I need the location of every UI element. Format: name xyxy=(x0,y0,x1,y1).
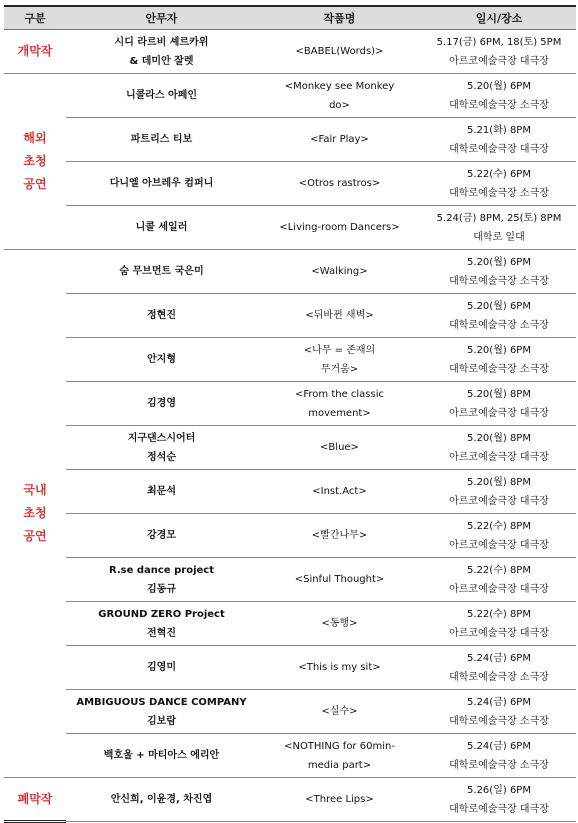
date-venue-cell xyxy=(422,646,576,690)
table-row xyxy=(4,30,576,74)
work-title-cell-line: <From the classic xyxy=(294,388,385,400)
schedule-body xyxy=(4,30,576,822)
date-venue-cell-line: 5.24(금) 6PM xyxy=(467,652,531,664)
date-venue-cell xyxy=(422,470,576,514)
date-venue-cell-line: 아르코예술극장 대극장 xyxy=(449,627,549,639)
date-venue-cell xyxy=(422,514,576,558)
performer-cell xyxy=(66,250,257,294)
date-venue-cell-line: 아르코예술극장 대극장 xyxy=(449,451,549,463)
date-venue-cell-line: 대학로예술극장 대극장 xyxy=(449,143,549,155)
date-venue-cell xyxy=(422,30,576,74)
performer-cell-line: 김보람 xyxy=(147,715,176,727)
work-title-cell-line: <Walking> xyxy=(311,266,368,277)
performer-cell-line: 지구댄스시어터 xyxy=(127,432,196,444)
work-title-cell xyxy=(257,514,422,558)
date-venue-cell-line: 5.21(화) 8PM xyxy=(467,124,531,136)
work-title-cell xyxy=(257,470,422,514)
category-cell-line: 공연 xyxy=(23,529,47,543)
work-title-cell-line: <빨간나무> xyxy=(311,530,368,541)
date-venue-cell-line: 대학로예술극장 소극장 xyxy=(449,99,549,111)
work-title-cell-line: <Living-room Dancers> xyxy=(279,222,400,233)
date-venue-cell-line: 5.22(수) 8PM xyxy=(467,520,531,532)
date-venue-cell-line: 아르코예술극장 대극장 xyxy=(449,407,549,419)
date-venue-cell-line: 5.26(일) 6PM xyxy=(467,784,531,796)
table-row xyxy=(4,294,576,338)
date-venue-cell-line: 아르코예술극장 대극장 xyxy=(449,55,549,67)
performer-cell-line: 정현진 xyxy=(147,310,176,321)
table-row xyxy=(4,338,576,382)
work-title-cell-line: <Monkey see Monkey xyxy=(284,80,395,92)
table-row xyxy=(4,514,576,558)
header-work-title: 작품명 xyxy=(257,6,422,30)
work-title-cell xyxy=(257,118,422,162)
work-title-cell xyxy=(257,162,422,206)
work-title-cell xyxy=(257,250,422,294)
performer-cell xyxy=(66,294,257,338)
date-venue-cell-line: 5.24(금) 8PM, 25(토) 8PM xyxy=(436,212,562,224)
work-title-cell xyxy=(257,602,422,646)
date-venue-cell-line: 5.24(금) 6PM xyxy=(467,740,531,752)
performer-cell xyxy=(66,514,257,558)
date-venue-cell-line: 대학로예술극장 소극장 xyxy=(449,275,549,287)
date-venue-cell-line: 대학로예술극장 소극장 xyxy=(449,319,549,331)
date-venue-cell xyxy=(422,734,576,778)
performer-cell-line: 전혁진 xyxy=(147,627,176,639)
performer-cell xyxy=(66,602,257,646)
header-date-venue: 일시/장소 xyxy=(422,6,576,30)
work-title-cell-line: <Inst.Act> xyxy=(312,486,367,497)
date-venue-cell-line: 아르코예술극장 대극장 xyxy=(449,583,549,595)
performer-cell-line: & 데미안 잘렛 xyxy=(129,55,194,67)
work-title-cell xyxy=(257,206,422,250)
date-venue-cell xyxy=(422,778,576,822)
table-row xyxy=(4,778,576,822)
work-title-cell-line: 무거움> xyxy=(320,363,359,375)
work-title-cell-line: <Sinful Thought> xyxy=(294,574,385,585)
date-venue-cell xyxy=(422,206,576,250)
header-row xyxy=(4,6,576,30)
performer-cell xyxy=(66,74,257,118)
performer-cell-line: 정석순 xyxy=(147,451,176,463)
date-venue-cell-line: 5.20(월) 8PM xyxy=(467,432,531,444)
performer-cell-line: 다니엘 아브레우 컴퍼니 xyxy=(109,178,214,189)
date-venue-cell xyxy=(422,250,576,294)
performer-cell xyxy=(66,382,257,426)
performer-cell-line: 김동규 xyxy=(147,583,176,595)
work-title-cell-line: <This is my sit> xyxy=(298,662,381,673)
category-cell xyxy=(4,74,66,250)
work-title-cell xyxy=(257,734,422,778)
date-venue-cell xyxy=(422,162,576,206)
table-row xyxy=(4,602,576,646)
work-title-cell-line: media part> xyxy=(307,759,372,771)
table-row xyxy=(4,162,576,206)
category-cell-line: 초청 xyxy=(23,154,47,168)
date-venue-cell xyxy=(422,690,576,734)
date-venue-cell-line: 5.22(수) 8PM xyxy=(467,564,531,576)
date-venue-cell-line: 아르코예술극장 대극장 xyxy=(449,495,549,507)
category-cell xyxy=(4,30,66,74)
performer-cell-line: 김경영 xyxy=(147,398,176,409)
work-title-cell xyxy=(257,690,422,734)
date-venue-cell-line: 5.20(월) 6PM xyxy=(467,256,531,268)
header-choreographer: 안무자 xyxy=(66,6,257,30)
performer-cell xyxy=(66,206,257,250)
category-cell-line: 공연 xyxy=(23,177,47,191)
performer-cell-line: 김영미 xyxy=(147,662,176,673)
performer-cell xyxy=(66,558,257,602)
date-venue-cell-line: 대학로예술극장 소극장 xyxy=(449,363,549,375)
date-venue-cell xyxy=(422,426,576,470)
work-title-cell xyxy=(257,426,422,470)
date-venue-cell-line: 대학로예술극장 소극장 xyxy=(449,671,549,683)
date-venue-cell-line: 5.20(월) 8PM xyxy=(467,388,531,400)
work-title-cell-line: <BABEL(Words)> xyxy=(295,46,384,57)
schedule-table xyxy=(4,5,576,823)
date-venue-cell-line: 5.22(수) 8PM xyxy=(467,608,531,620)
table-row xyxy=(4,250,576,294)
performer-cell xyxy=(66,162,257,206)
date-venue-cell-line: 대학로예술극장 소극장 xyxy=(449,715,549,727)
category-cell-line: 국내 xyxy=(23,483,47,497)
work-title-cell xyxy=(257,74,422,118)
performer-cell-line: 숨 무브먼트 국은미 xyxy=(119,266,204,277)
date-venue-cell xyxy=(422,602,576,646)
work-title-cell xyxy=(257,646,422,690)
date-venue-cell-line: 5.20(월) 6PM xyxy=(467,80,531,92)
table-row xyxy=(4,558,576,602)
performer-cell-line: AMBIGUOUS DANCE COMPANY xyxy=(76,696,247,708)
work-title-cell-line: movement> xyxy=(308,407,371,419)
table-row xyxy=(4,426,576,470)
work-title-cell xyxy=(257,338,422,382)
date-venue-cell-line: 5.20(월) 8PM xyxy=(467,476,531,488)
performer-cell xyxy=(66,470,257,514)
table-row xyxy=(4,470,576,514)
table-row xyxy=(4,206,576,250)
date-venue-cell-line: 대학로예술극장 소극장 xyxy=(449,187,549,199)
performer-cell-line: 최문석 xyxy=(147,486,176,497)
performer-cell xyxy=(66,426,257,470)
date-venue-cell-line: 대학로예술극장 대극장 xyxy=(449,803,549,815)
performer-cell xyxy=(66,778,257,822)
performer-cell xyxy=(66,30,257,74)
category-cell xyxy=(4,778,66,822)
work-title-cell xyxy=(257,778,422,822)
work-title-cell-line: <Otros rastros> xyxy=(298,178,381,189)
category-cell-line: 개막작 xyxy=(17,44,53,58)
performer-cell-line: 백호울 + 마티아스 에리안 xyxy=(103,750,220,761)
work-title-cell-line: <Three Lips> xyxy=(305,794,374,805)
performer-cell xyxy=(66,118,257,162)
work-title-cell-line: do> xyxy=(329,99,350,111)
work-title-cell-line: <Fair Play> xyxy=(310,134,369,145)
performer-cell-line: R.se dance project xyxy=(109,564,214,576)
performer-cell-line: 강경모 xyxy=(147,530,176,541)
performer-cell-line: 니콜 세일러 xyxy=(135,222,188,233)
category-cell-line: 해외 xyxy=(23,131,47,145)
date-venue-cell xyxy=(422,294,576,338)
category-cell xyxy=(4,250,66,778)
header-category: 구분 xyxy=(4,6,66,30)
performer-cell xyxy=(66,690,257,734)
category-cell-line: 폐막작 xyxy=(17,791,53,806)
date-venue-cell xyxy=(422,74,576,118)
work-title-cell-line: <NOTHING for 60min- xyxy=(284,740,395,752)
performer-cell-line: GROUND ZERO Project xyxy=(98,608,225,620)
date-venue-cell xyxy=(422,118,576,162)
work-title-cell-line: <동행> xyxy=(321,618,358,629)
date-venue-cell-line: 5.24(금) 6PM xyxy=(467,696,531,708)
table-row xyxy=(4,118,576,162)
work-title-cell-line: <나무 = 존재의 xyxy=(303,344,376,356)
date-venue-cell-line: 5.17(금) 6PM, 18(토) 5PM xyxy=(436,36,562,48)
work-title-cell xyxy=(257,294,422,338)
table-row xyxy=(4,646,576,690)
performer-cell-line: 시디 라르비 셰르카위 xyxy=(114,36,209,48)
table-row xyxy=(4,382,576,426)
work-title-cell xyxy=(257,558,422,602)
performer-cell xyxy=(66,734,257,778)
date-venue-cell xyxy=(422,338,576,382)
date-venue-cell-line: 대학로 일대 xyxy=(473,231,525,243)
table-row xyxy=(4,74,576,118)
performer-cell-line: 안지형 xyxy=(147,354,176,365)
work-title-cell-line: <뒤바뀐 새벽> xyxy=(305,310,374,321)
schedule-table-wrapper xyxy=(4,5,576,823)
work-title-cell-line: <실수> xyxy=(321,706,358,717)
performer-cell xyxy=(66,646,257,690)
table-row xyxy=(4,690,576,734)
performer-cell xyxy=(66,338,257,382)
performer-cell-line: 니콜라스 아페인 xyxy=(125,90,198,101)
date-venue-cell-line: 5.22(수) 6PM xyxy=(467,168,531,180)
work-title-cell xyxy=(257,382,422,426)
date-venue-cell-line: 대학로예술극장 소극장 xyxy=(449,759,549,771)
work-title-cell xyxy=(257,30,422,74)
work-title-cell-line: <Blue> xyxy=(320,442,359,453)
date-venue-cell-line: 아르코예술극장 대극장 xyxy=(449,539,549,551)
date-venue-cell-line: 5.20(월) 6PM xyxy=(467,344,531,356)
date-venue-cell xyxy=(422,558,576,602)
performer-cell-line: 파트리스 티보 xyxy=(130,134,193,145)
date-venue-cell xyxy=(422,382,576,426)
date-venue-cell-line: 5.20(월) 6PM xyxy=(467,300,531,312)
performer-cell-line: 안신희, 이윤경, 차진엽 xyxy=(110,794,213,805)
table-row xyxy=(4,734,576,778)
category-cell-line: 초청 xyxy=(23,506,47,520)
